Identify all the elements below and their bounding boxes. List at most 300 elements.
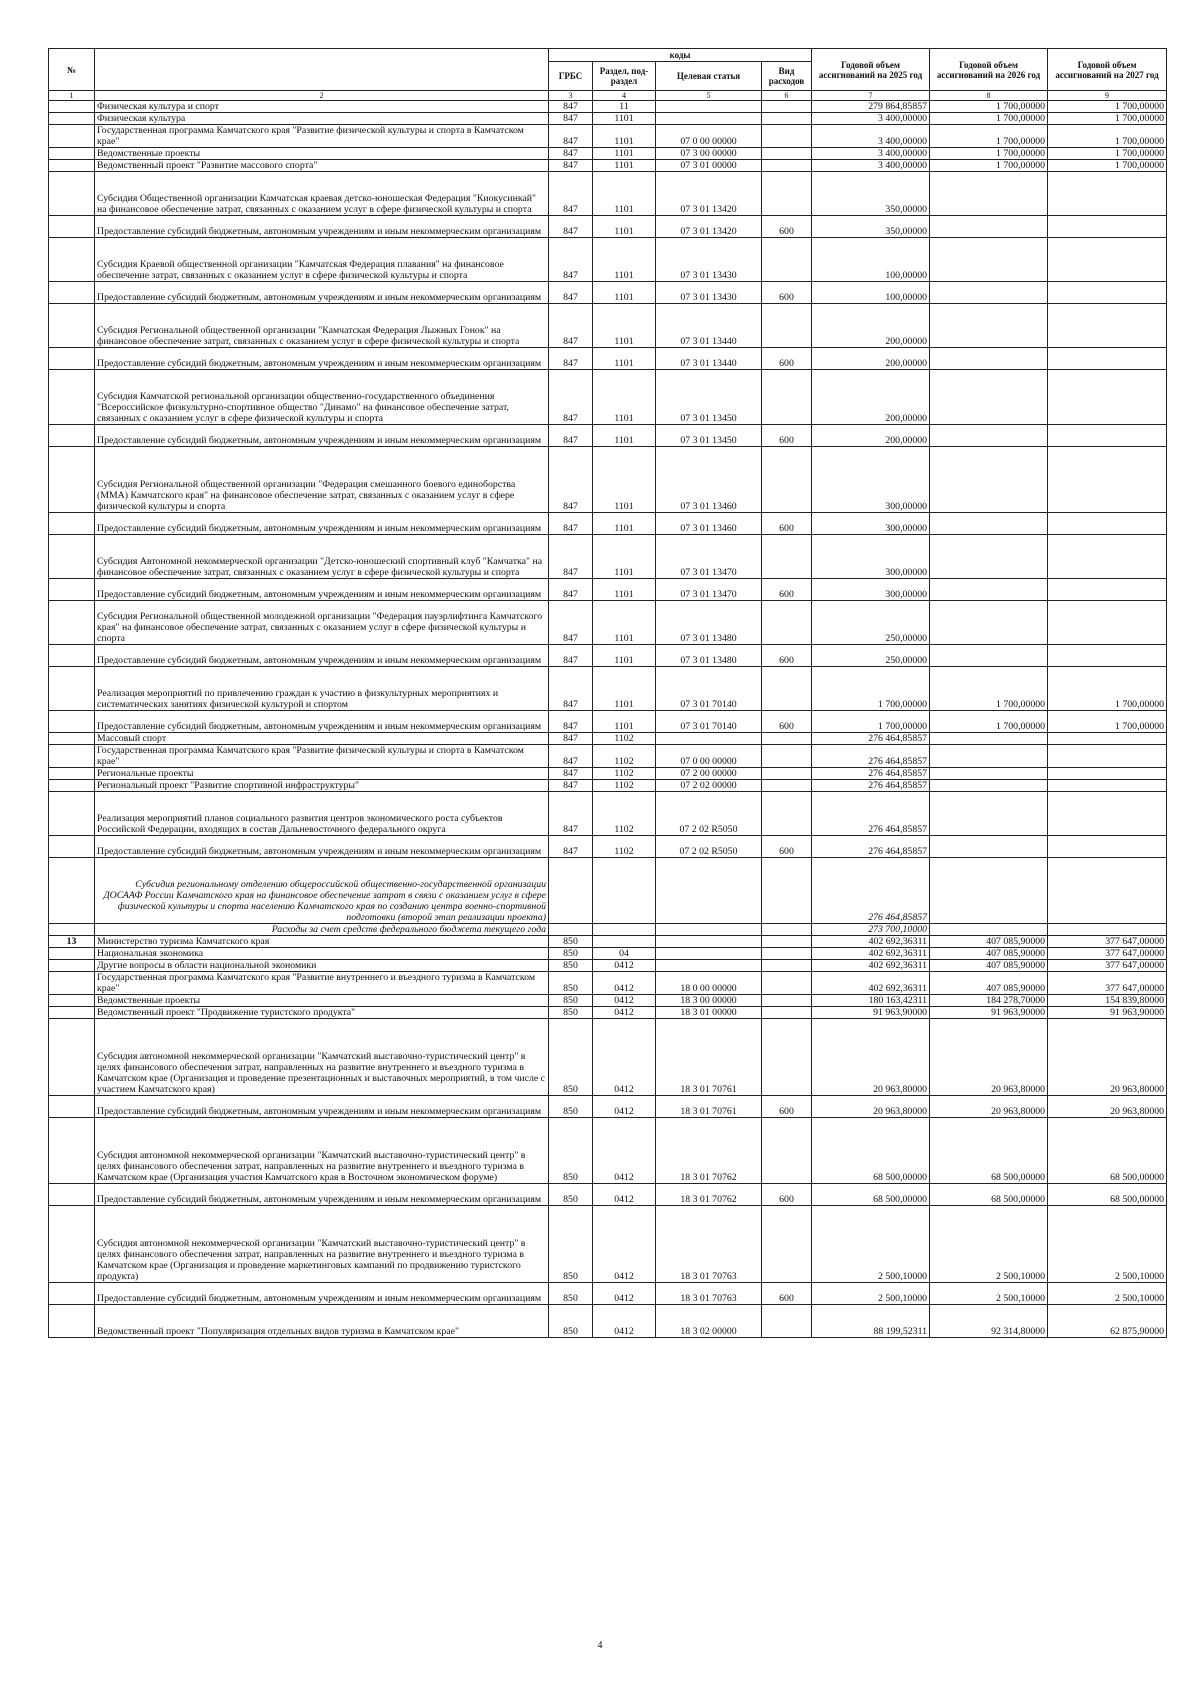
expense-type bbox=[762, 1305, 812, 1338]
amount-2027: 377 647,00000 bbox=[1048, 972, 1167, 995]
target-code: 07 3 01 13420 bbox=[656, 216, 762, 238]
table-row bbox=[49, 535, 1167, 579]
table-row bbox=[49, 960, 1167, 972]
grbs-code: 847 bbox=[549, 601, 593, 645]
amount-2026 bbox=[930, 535, 1048, 579]
table-row bbox=[49, 216, 1167, 238]
row-name: Субсидия Общественной организации Камчатская краевая детско-юношеская Федерация "Киокусинкай" на финансовое обеспечение затрат, связанных с оказанием услуг в сфере физической культуры и спорта bbox=[95, 172, 549, 216]
target-code: 18 3 01 70762 bbox=[656, 1118, 762, 1184]
row-number bbox=[49, 282, 95, 304]
amount-2025: 1 700,00000 bbox=[812, 711, 930, 733]
amount-2027 bbox=[1048, 348, 1167, 370]
grbs-code: 847 bbox=[549, 711, 593, 733]
grbs-code: 847 bbox=[549, 792, 593, 836]
row-number bbox=[49, 113, 95, 125]
header-name bbox=[95, 49, 549, 91]
target-code: 07 3 01 13430 bbox=[656, 282, 762, 304]
target-code: 18 3 01 70762 bbox=[656, 1184, 762, 1206]
amount-2027: 62 875,90000 bbox=[1048, 1305, 1167, 1338]
column-number: 2 bbox=[95, 91, 549, 101]
amount-2027 bbox=[1048, 579, 1167, 601]
section-code: 0412 bbox=[593, 972, 656, 995]
grbs-code: 847 bbox=[549, 579, 593, 601]
row-number bbox=[49, 972, 95, 995]
grbs-code: 847 bbox=[549, 238, 593, 282]
column-number: 1 bbox=[49, 91, 95, 101]
amount-2025: 276 464,85857 bbox=[812, 792, 930, 836]
row-number bbox=[49, 960, 95, 972]
amount-2025: 3 400,00000 bbox=[812, 125, 930, 148]
expense-type bbox=[762, 447, 812, 513]
budget-table bbox=[48, 48, 1167, 1338]
grbs-code: 847 bbox=[549, 535, 593, 579]
grbs-code: 850 bbox=[549, 1305, 593, 1338]
expense-type bbox=[762, 972, 812, 995]
table-row bbox=[49, 304, 1167, 348]
expense-type bbox=[762, 238, 812, 282]
amount-2027: 1 700,00000 bbox=[1048, 160, 1167, 172]
expense-type: 600 bbox=[762, 282, 812, 304]
row-number bbox=[49, 148, 95, 160]
row-name: Предоставление субсидий бюджетным, автономным учреждениям и иным некоммерческим организациям bbox=[95, 216, 549, 238]
table-row bbox=[49, 425, 1167, 447]
row-name: Государственная программа Камчатского края "Развитие внутреннего и въездного туризма в Камчатском крае" bbox=[95, 972, 549, 995]
row-number bbox=[49, 645, 95, 667]
table-row bbox=[49, 172, 1167, 216]
table-row bbox=[49, 936, 1167, 948]
table-row bbox=[49, 579, 1167, 601]
amount-2027 bbox=[1048, 836, 1167, 858]
row-number bbox=[49, 172, 95, 216]
target-code: 18 3 01 70761 bbox=[656, 1019, 762, 1096]
amount-2026: 1 700,00000 bbox=[930, 160, 1048, 172]
amount-2026: 1 700,00000 bbox=[930, 113, 1048, 125]
table-row bbox=[49, 160, 1167, 172]
amount-2025: 200,00000 bbox=[812, 348, 930, 370]
grbs-code: 847 bbox=[549, 425, 593, 447]
grbs-code: 847 bbox=[549, 836, 593, 858]
row-name: Предоставление субсидий бюджетным, автономным учреждениям и иным некоммерческим организациям bbox=[95, 348, 549, 370]
row-number bbox=[49, 101, 95, 113]
table-row bbox=[49, 1283, 1167, 1305]
expense-type bbox=[762, 745, 812, 768]
amount-2027 bbox=[1048, 792, 1167, 836]
expense-type bbox=[762, 1019, 812, 1096]
amount-2025: 200,00000 bbox=[812, 304, 930, 348]
target-code: 18 3 01 70763 bbox=[656, 1206, 762, 1283]
amount-2027 bbox=[1048, 216, 1167, 238]
row-number bbox=[49, 733, 95, 745]
amount-2027 bbox=[1048, 733, 1167, 745]
row-name: Физическая культура и спорт bbox=[95, 101, 549, 113]
amount-2027 bbox=[1048, 304, 1167, 348]
amount-2025: 3 400,00000 bbox=[812, 148, 930, 160]
expense-type bbox=[762, 304, 812, 348]
row-name: Субсидия Региональной общественной организации "Федерация смешанного боевого единоборства (ММА) Камчатского края" на финансовое обеспечение затрат, связанных с оказанием услуг в сфере физической культуры и спорта bbox=[95, 447, 549, 513]
row-name: Другие вопросы в области национальной экономики bbox=[95, 960, 549, 972]
section-code: 0412 bbox=[593, 1118, 656, 1184]
amount-2027: 91 963,90000 bbox=[1048, 1007, 1167, 1019]
amount-2027 bbox=[1048, 780, 1167, 792]
amount-2027 bbox=[1048, 745, 1167, 768]
amount-2026: 1 700,00000 bbox=[930, 125, 1048, 148]
target-code bbox=[656, 948, 762, 960]
target-code: 07 3 01 13470 bbox=[656, 535, 762, 579]
section-code bbox=[593, 936, 656, 948]
target-code bbox=[656, 936, 762, 948]
amount-2027 bbox=[1048, 370, 1167, 425]
amount-2027: 154 839,80000 bbox=[1048, 995, 1167, 1007]
amount-2025: 180 163,42311 bbox=[812, 995, 930, 1007]
grbs-code: 847 bbox=[549, 733, 593, 745]
expense-type bbox=[762, 1007, 812, 1019]
table-row bbox=[49, 745, 1167, 768]
amount-2027 bbox=[1048, 172, 1167, 216]
row-number bbox=[49, 924, 95, 936]
row-name: Субсидия Региональной общественной молодежной организации "Федерация пауэрлифтинга Камчатского края" на финансовое обеспечение затрат, связанных с оказанием услуг в сфере физической культуры и спорта bbox=[95, 601, 549, 645]
amount-2026: 92 314,80000 bbox=[930, 1305, 1048, 1338]
row-name: Предоставление субсидий бюджетным, автономным учреждениям и иным некоммерческим организациям bbox=[95, 1283, 549, 1305]
section-code: 1101 bbox=[593, 447, 656, 513]
expense-type bbox=[762, 960, 812, 972]
amount-2025: 300,00000 bbox=[812, 535, 930, 579]
row-number bbox=[49, 667, 95, 711]
row-name: Предоставление субсидий бюджетным, автономным учреждениям и иным некоммерческим организациям bbox=[95, 836, 549, 858]
expense-type bbox=[762, 125, 812, 148]
grbs-code: 847 bbox=[549, 745, 593, 768]
amount-2025: 68 500,00000 bbox=[812, 1118, 930, 1184]
grbs-code: 850 bbox=[549, 936, 593, 948]
grbs-code bbox=[549, 858, 593, 924]
table-row bbox=[49, 948, 1167, 960]
amount-2025: 300,00000 bbox=[812, 579, 930, 601]
row-name: Ведомственный проект "Продвижение туристского продукта" bbox=[95, 1007, 549, 1019]
table-row bbox=[49, 148, 1167, 160]
row-number bbox=[49, 513, 95, 535]
row-name: Министерство туризма Камчатского края bbox=[95, 936, 549, 948]
amount-2026 bbox=[930, 601, 1048, 645]
section-code: 0412 bbox=[593, 1283, 656, 1305]
grbs-code: 850 bbox=[549, 960, 593, 972]
amount-2027: 1 700,00000 bbox=[1048, 148, 1167, 160]
section-code: 04 bbox=[593, 948, 656, 960]
header-no: № bbox=[49, 49, 95, 91]
section-code: 1101 bbox=[593, 348, 656, 370]
amount-2025: 276 464,85857 bbox=[812, 836, 930, 858]
amount-2025: 300,00000 bbox=[812, 447, 930, 513]
target-code: 07 3 01 13450 bbox=[656, 370, 762, 425]
amount-2027: 20 963,80000 bbox=[1048, 1096, 1167, 1118]
column-number: 5 bbox=[656, 91, 762, 101]
amount-2026 bbox=[930, 792, 1048, 836]
amount-2025: 276 464,85857 bbox=[812, 733, 930, 745]
expense-type: 600 bbox=[762, 836, 812, 858]
row-number bbox=[49, 1305, 95, 1338]
section-code: 1101 bbox=[593, 160, 656, 172]
amount-2025: 402 692,36311 bbox=[812, 936, 930, 948]
header-codes: коды bbox=[549, 49, 812, 62]
amount-2025: 200,00000 bbox=[812, 425, 930, 447]
target-code: 07 3 01 13420 bbox=[656, 172, 762, 216]
expense-type bbox=[762, 667, 812, 711]
row-number bbox=[49, 579, 95, 601]
expense-type bbox=[762, 101, 812, 113]
amount-2026 bbox=[930, 216, 1048, 238]
column-number: 8 bbox=[930, 91, 1048, 101]
section-code: 1101 bbox=[593, 667, 656, 711]
row-number bbox=[49, 780, 95, 792]
expense-type: 600 bbox=[762, 645, 812, 667]
header-exptype: Вид расходов bbox=[762, 62, 812, 91]
amount-2026 bbox=[930, 304, 1048, 348]
amount-2025: 3 400,00000 bbox=[812, 113, 930, 125]
amount-2025: 3 400,00000 bbox=[812, 160, 930, 172]
row-name: Предоставление субсидий бюджетным, автономным учреждениям и иным некоммерческим организациям bbox=[95, 1184, 549, 1206]
section-code: 0412 bbox=[593, 1305, 656, 1338]
section-code: 1102 bbox=[593, 768, 656, 780]
amount-2027: 2 500,10000 bbox=[1048, 1206, 1167, 1283]
amount-2026: 407 085,90000 bbox=[930, 960, 1048, 972]
expense-type bbox=[762, 1118, 812, 1184]
amount-2027: 1 700,00000 bbox=[1048, 125, 1167, 148]
section-code: 0412 bbox=[593, 1206, 656, 1283]
amount-2027: 1 700,00000 bbox=[1048, 667, 1167, 711]
target-code: 07 3 01 13440 bbox=[656, 304, 762, 348]
row-number bbox=[49, 348, 95, 370]
section-code: 1101 bbox=[593, 425, 656, 447]
amount-2026: 1 700,00000 bbox=[930, 667, 1048, 711]
amount-2027: 377 647,00000 bbox=[1048, 960, 1167, 972]
section-code: 0412 bbox=[593, 960, 656, 972]
amount-2025: 250,00000 bbox=[812, 645, 930, 667]
row-name: Предоставление субсидий бюджетным, автономным учреждениям и иным некоммерческим организациям bbox=[95, 425, 549, 447]
amount-2027 bbox=[1048, 282, 1167, 304]
amount-2026: 68 500,00000 bbox=[930, 1118, 1048, 1184]
table-row bbox=[49, 348, 1167, 370]
grbs-code: 850 bbox=[549, 995, 593, 1007]
amount-2025: 88 199,52311 bbox=[812, 1305, 930, 1338]
section-code: 1101 bbox=[593, 304, 656, 348]
table-row bbox=[49, 711, 1167, 733]
amount-2026 bbox=[930, 768, 1048, 780]
row-name: Субсидия Краевой общественной организации "Камчатская Федерация плавания" на финансовое обеспечение затрат, связанных с оказанием услуг в сфере физической культуры и спорта bbox=[95, 238, 549, 282]
row-name: Ведомственные проекты bbox=[95, 995, 549, 1007]
amount-2027 bbox=[1048, 425, 1167, 447]
header-2026: Годовой объем ассигнований на 2026 год bbox=[930, 49, 1048, 91]
grbs-code: 847 bbox=[549, 370, 593, 425]
expense-type bbox=[762, 924, 812, 936]
amount-2026: 1 700,00000 bbox=[930, 711, 1048, 733]
grbs-code: 847 bbox=[549, 780, 593, 792]
table-row bbox=[49, 101, 1167, 113]
section-code: 1101 bbox=[593, 370, 656, 425]
column-number: 9 bbox=[1048, 91, 1167, 101]
table-row bbox=[49, 667, 1167, 711]
amount-2025: 2 500,10000 bbox=[812, 1283, 930, 1305]
amount-2026 bbox=[930, 645, 1048, 667]
row-name: Субсидия автономной некоммерческой организации "Камчатский выставочно-туристический центр" в целях финансового обеспечения затрат, направленных на развитие внутреннего и въездного туризма в Камчатском крае (Организация и проведение презентационных и выставочных мероприятий, в том числе с участием Камчатского края) bbox=[95, 1019, 549, 1096]
amount-2026 bbox=[930, 745, 1048, 768]
table-row bbox=[49, 1019, 1167, 1096]
grbs-code: 850 bbox=[549, 1206, 593, 1283]
amount-2025: 300,00000 bbox=[812, 513, 930, 535]
amount-2026 bbox=[930, 780, 1048, 792]
table-row bbox=[49, 645, 1167, 667]
section-code: 1102 bbox=[593, 836, 656, 858]
amount-2025: 2 500,10000 bbox=[812, 1206, 930, 1283]
row-number bbox=[49, 1096, 95, 1118]
amount-2025: 279 864,85857 bbox=[812, 101, 930, 113]
expense-type: 600 bbox=[762, 348, 812, 370]
target-code: 07 2 02 R5050 bbox=[656, 836, 762, 858]
table-row bbox=[49, 768, 1167, 780]
column-number: 7 bbox=[812, 91, 930, 101]
row-number bbox=[49, 1283, 95, 1305]
row-number bbox=[49, 1007, 95, 1019]
amount-2025: 250,00000 bbox=[812, 601, 930, 645]
target-code: 07 0 00 00000 bbox=[656, 125, 762, 148]
target-code: 18 3 01 00000 bbox=[656, 1007, 762, 1019]
amount-2025: 200,00000 bbox=[812, 370, 930, 425]
amount-2026 bbox=[930, 282, 1048, 304]
row-number bbox=[49, 1184, 95, 1206]
section-code: 1101 bbox=[593, 282, 656, 304]
expense-type bbox=[762, 113, 812, 125]
amount-2025: 402 692,36311 bbox=[812, 972, 930, 995]
section-code: 1101 bbox=[593, 172, 656, 216]
row-number bbox=[49, 125, 95, 148]
row-number bbox=[49, 1019, 95, 1096]
row-name: Предоставление субсидий бюджетным, автономным учреждениям и иным некоммерческим организациям bbox=[95, 579, 549, 601]
amount-2027: 68 500,00000 bbox=[1048, 1118, 1167, 1184]
row-number bbox=[49, 948, 95, 960]
target-code: 07 3 01 13480 bbox=[656, 645, 762, 667]
section-code: 1101 bbox=[593, 711, 656, 733]
row-name: Предоставление субсидий бюджетным, автономным учреждениям и иным некоммерческим организациям bbox=[95, 1096, 549, 1118]
amount-2026 bbox=[930, 924, 1048, 936]
section-code: 1101 bbox=[593, 148, 656, 160]
row-name: Физическая культура bbox=[95, 113, 549, 125]
table-row bbox=[49, 924, 1167, 936]
row-number bbox=[49, 995, 95, 1007]
section-code: 1102 bbox=[593, 792, 656, 836]
amount-2025: 20 963,80000 bbox=[812, 1096, 930, 1118]
target-code bbox=[656, 101, 762, 113]
row-number bbox=[49, 768, 95, 780]
row-name: Предоставление субсидий бюджетным, автономным учреждениям и иным некоммерческим организациям bbox=[95, 513, 549, 535]
column-number: 4 bbox=[593, 91, 656, 101]
amount-2026 bbox=[930, 238, 1048, 282]
target-code bbox=[656, 733, 762, 745]
target-code bbox=[656, 924, 762, 936]
table-row bbox=[49, 1096, 1167, 1118]
expense-type bbox=[762, 948, 812, 960]
amount-2026 bbox=[930, 172, 1048, 216]
row-name: Субсидия региональному отделению общероссийской общественно-государственной организации ДОСААФ России Камчатского края на финансовое обеспечение затрат в связи с оказанием услуг в сфере физической культуры и спорта населению Камчатского края по созданию центра военно-спортивной подготовки (второй этап реализации проекта) bbox=[95, 858, 549, 924]
header-section: Раздел, под-раздел bbox=[593, 62, 656, 91]
row-number bbox=[49, 1206, 95, 1283]
target-code: 18 0 00 00000 bbox=[656, 972, 762, 995]
row-number bbox=[49, 304, 95, 348]
table-body bbox=[49, 101, 1167, 1338]
table-row bbox=[49, 780, 1167, 792]
section-code: 0412 bbox=[593, 1184, 656, 1206]
amount-2027 bbox=[1048, 924, 1167, 936]
grbs-code: 847 bbox=[549, 172, 593, 216]
amount-2027 bbox=[1048, 447, 1167, 513]
amount-2026: 91 963,90000 bbox=[930, 1007, 1048, 1019]
section-code: 1101 bbox=[593, 125, 656, 148]
table-row bbox=[49, 836, 1167, 858]
section-code bbox=[593, 924, 656, 936]
section-code: 0412 bbox=[593, 995, 656, 1007]
amount-2025: 402 692,36311 bbox=[812, 960, 930, 972]
table-row bbox=[49, 1206, 1167, 1283]
amount-2026 bbox=[930, 425, 1048, 447]
amount-2025: 402 692,36311 bbox=[812, 948, 930, 960]
expense-type: 600 bbox=[762, 216, 812, 238]
target-code: 07 3 01 13440 bbox=[656, 348, 762, 370]
header-2027: Годовой объем ассигнований на 2027 год bbox=[1048, 49, 1167, 91]
header-2025: Годовой объем ассигнований на 2025 год bbox=[812, 49, 930, 91]
target-code: 07 2 02 00000 bbox=[656, 780, 762, 792]
expense-type bbox=[762, 780, 812, 792]
row-number bbox=[49, 1118, 95, 1184]
expense-type: 600 bbox=[762, 1283, 812, 1305]
amount-2026: 407 085,90000 bbox=[930, 936, 1048, 948]
table-row bbox=[49, 1118, 1167, 1184]
amount-2025: 20 963,80000 bbox=[812, 1019, 930, 1096]
grbs-code: 847 bbox=[549, 113, 593, 125]
section-code: 1102 bbox=[593, 780, 656, 792]
grbs-code: 850 bbox=[549, 948, 593, 960]
table-row bbox=[49, 792, 1167, 836]
header-grbs: ГРБС bbox=[549, 62, 593, 91]
table-row bbox=[49, 972, 1167, 995]
target-code: 07 3 01 70140 bbox=[656, 667, 762, 711]
amount-2026: 1 700,00000 bbox=[930, 101, 1048, 113]
section-code: 1101 bbox=[593, 645, 656, 667]
target-code: 07 3 01 13460 bbox=[656, 447, 762, 513]
row-number bbox=[49, 601, 95, 645]
page-number: 4 bbox=[597, 1640, 603, 1651]
target-code: 07 3 01 13460 bbox=[656, 513, 762, 535]
row-name: Субсидия Региональной общественной организации "Камчатская Федерация Лыжных Гонок" на финансовое обеспечение затрат, связанных с оказанием услуг в сфере физической культуры и спорта bbox=[95, 304, 549, 348]
target-code: 07 0 00 00000 bbox=[656, 745, 762, 768]
amount-2026: 407 085,90000 bbox=[930, 948, 1048, 960]
row-name: Предоставление субсидий бюджетным, автономным учреждениям и иным некоммерческим организациям bbox=[95, 282, 549, 304]
table-row bbox=[49, 1007, 1167, 1019]
row-name: Субсидия автономной некоммерческой организации "Камчатский выставочно-туристический центр" в целях финансового обеспечения затрат, направленных на развитие внутреннего и въездного туризма в Камчатском крае (Организация и проведение маркетинговых кампаний по продвижению туристского продукта) bbox=[95, 1206, 549, 1283]
amount-2027 bbox=[1048, 645, 1167, 667]
section-code: 1101 bbox=[593, 579, 656, 601]
amount-2026 bbox=[930, 579, 1048, 601]
section-code: 1101 bbox=[593, 513, 656, 535]
table-row bbox=[49, 1305, 1167, 1338]
expense-type: 600 bbox=[762, 1184, 812, 1206]
expense-type bbox=[762, 160, 812, 172]
row-number bbox=[49, 792, 95, 836]
table-row bbox=[49, 113, 1167, 125]
amount-2025: 276 464,85857 bbox=[812, 858, 930, 924]
grbs-code: 847 bbox=[549, 282, 593, 304]
amount-2027 bbox=[1048, 858, 1167, 924]
amount-2026: 20 963,80000 bbox=[930, 1019, 1048, 1096]
grbs-code: 847 bbox=[549, 667, 593, 711]
section-code: 1101 bbox=[593, 238, 656, 282]
grbs-code: 847 bbox=[549, 216, 593, 238]
grbs-code: 847 bbox=[549, 148, 593, 160]
